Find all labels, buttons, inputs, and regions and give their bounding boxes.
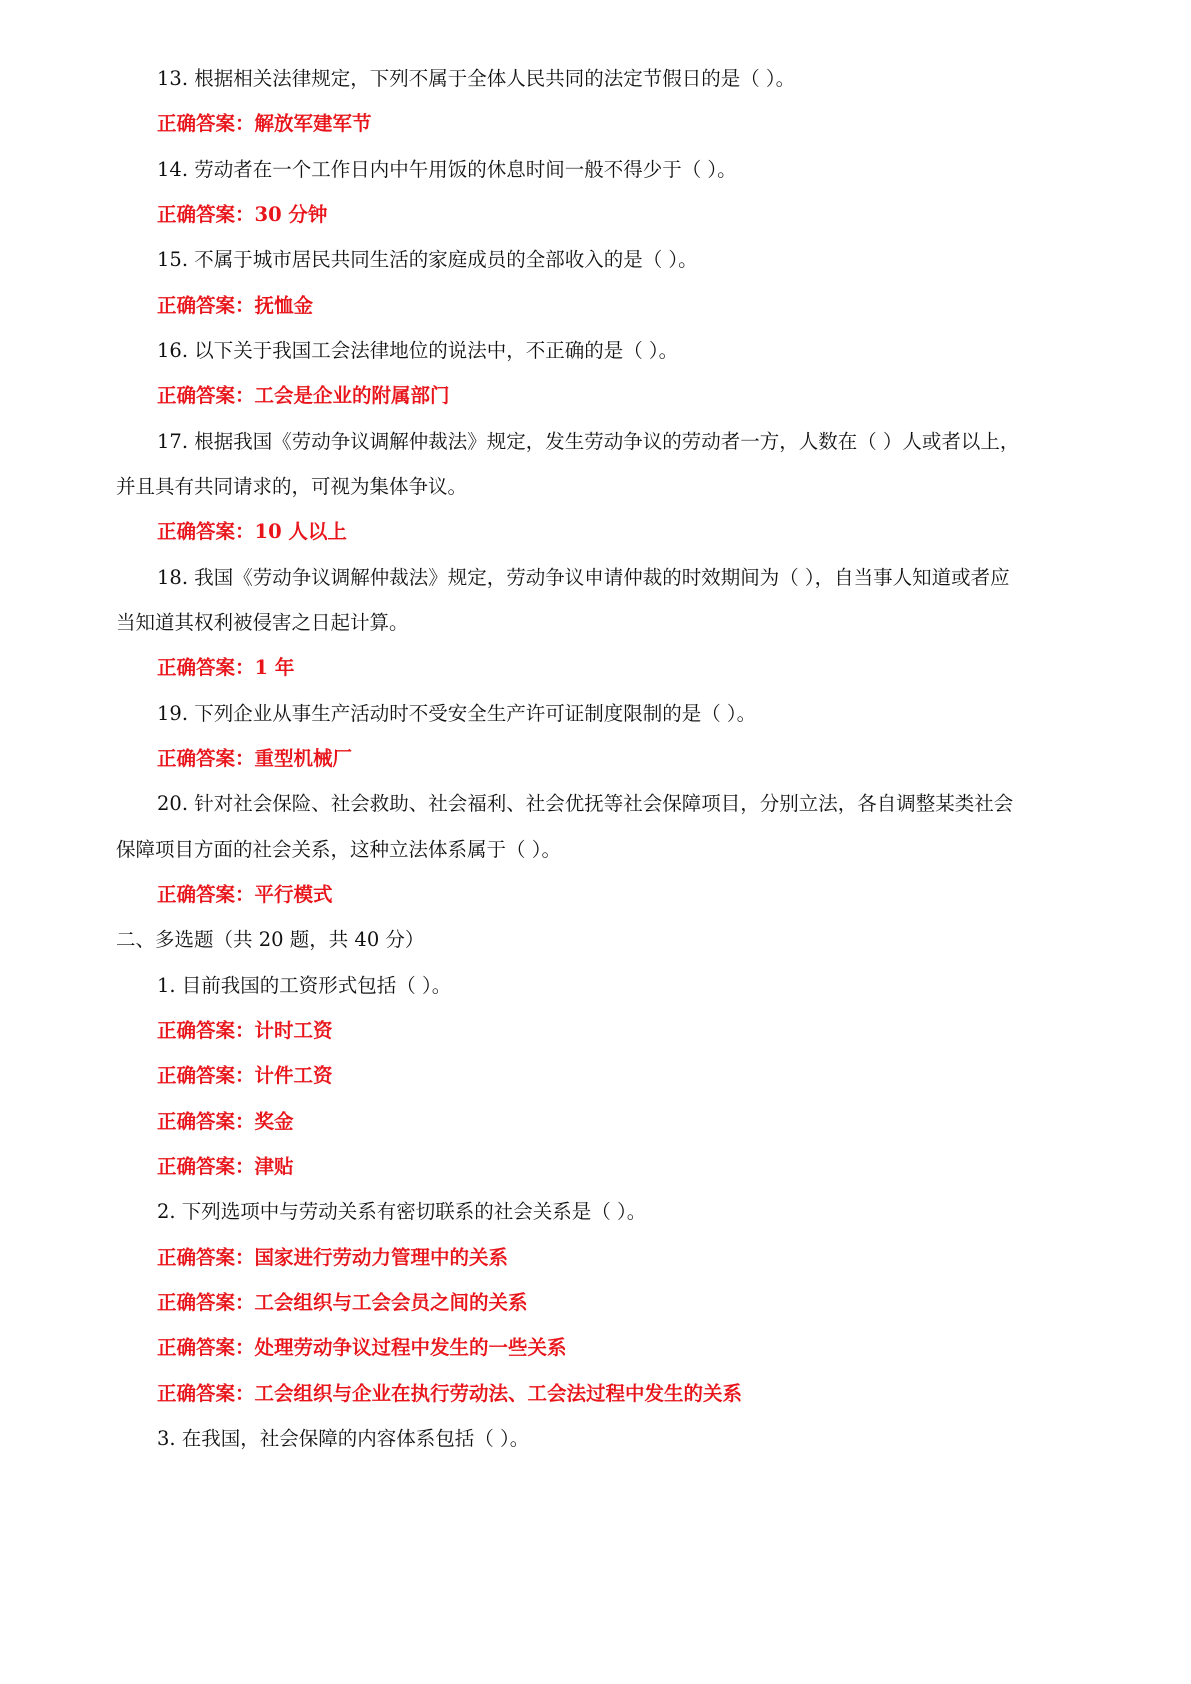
mc-answer-2c: 正确答案：处理劳动争议过程中发生的一些关系 <box>157 1336 567 1359</box>
question-20: 20. 针对社会保险、社会救助、社会福利、社会优抚等社会保障项目，分别立法，各自调整某类社会 <box>157 792 1014 815</box>
mc-answer-2b: 正确答案：工会组织与工会会员之间的关系 <box>157 1291 528 1314</box>
answer-19: 正确答案：重型机械厂 <box>157 747 353 770</box>
mc-question-2: 2. 下列选项中与劳动关系有密切联系的社会关系是（ ）。 <box>157 1200 647 1223</box>
question-14: 14. 劳动者在一个工作日内中午用饭的休息时间一般不得少于（ ）。 <box>157 158 737 181</box>
question-17: 17. 根据我国《劳动争议调解仲裁法》规定，发生劳动争议的劳动者一方，人数在（ ）人或者以上， <box>157 430 1020 453</box>
question-16: 16. 以下关于我国工会法律地位的说法中，不正确的是（ ）。 <box>157 339 679 362</box>
mc-answer-2a: 正确答案：国家进行劳动力管理中的关系 <box>157 1246 509 1269</box>
mc-answer-1d: 正确答案：津贴 <box>157 1155 294 1178</box>
mc-question-3: 3. 在我国，社会保障的内容体系包括（ ）。 <box>157 1427 530 1450</box>
mc-answer-1b: 正确答案：计件工资 <box>157 1064 333 1087</box>
question-13: 13. 根据相关法律规定，下列不属于全体人民共同的法定节假日的是（ ）。 <box>157 67 796 90</box>
answer-15: 正确答案：抚恤金 <box>157 294 314 317</box>
answer-16: 正确答案：工会是企业的附属部门 <box>157 384 450 407</box>
mc-answer-1c: 正确答案：奖金 <box>157 1110 294 1133</box>
mc-answer-2d: 正确答案：工会组织与企业在执行劳动法、工会法过程中发生的关系 <box>157 1382 743 1405</box>
question-19: 19. 下列企业从事生产活动时不受安全生产许可证制度限制的是（ ）。 <box>157 702 757 725</box>
answer-20: 正确答案：平行模式 <box>157 883 333 906</box>
answer-18: 正确答案：1 年 <box>157 656 295 679</box>
mc-answer-1a: 正确答案：计时工资 <box>157 1019 333 1042</box>
question-18: 18. 我国《劳动争议调解仲裁法》规定，劳动争议申请仲裁的时效期间为（ ），自当事人知道或者应 <box>157 566 1010 589</box>
question-18-continued: 当知道其权利被侵害之日起计算。 <box>116 611 409 634</box>
section-heading: 二、多选题（共 20 题，共 40 分） <box>116 928 425 951</box>
question-15: 15. 不属于城市居民共同生活的家庭成员的全部收入的是（ ）。 <box>157 248 698 271</box>
answer-14: 正确答案：30 分钟 <box>157 203 328 226</box>
mc-question-1: 1. 目前我国的工资形式包括（ ）。 <box>157 974 452 997</box>
question-17-continued: 并且具有共同请求的，可视为集体争议。 <box>116 475 468 498</box>
answer-13: 正确答案：解放军建军节 <box>157 112 372 135</box>
question-20-continued: 保障项目方面的社会关系，这种立法体系属于（ ）。 <box>116 838 561 861</box>
answer-17: 正确答案：10 人以上 <box>157 520 347 543</box>
